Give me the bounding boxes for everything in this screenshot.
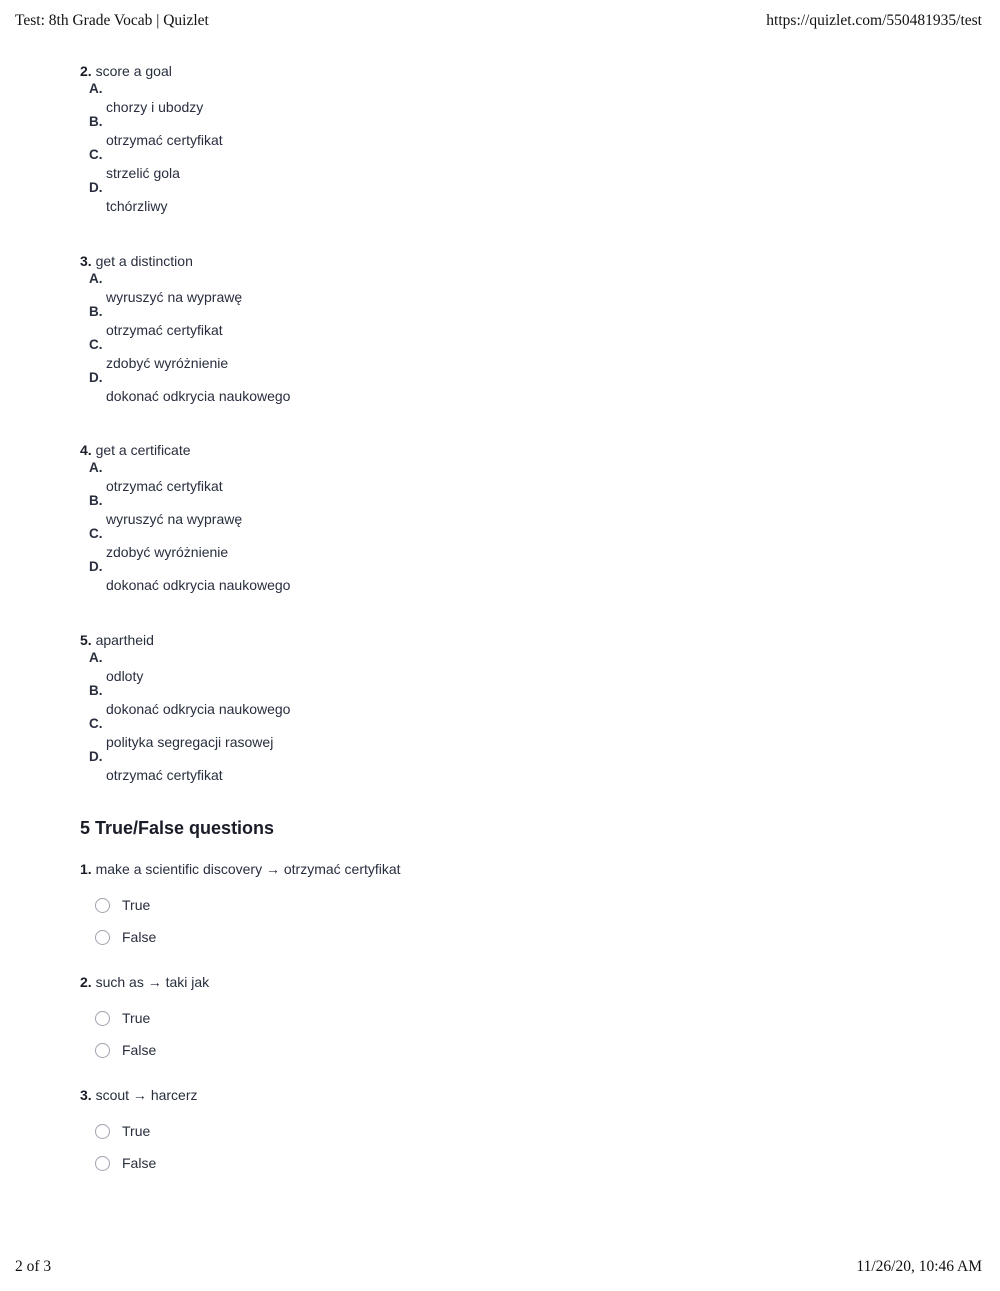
answer-option[interactable]: polityka segregacji rasowej <box>106 733 274 750</box>
answer-option[interactable]: otrzymać certyfikat <box>106 766 223 783</box>
answer-option[interactable]: zdobyć wyróżnienie <box>106 354 229 371</box>
option-letter: C. <box>89 147 103 162</box>
answer-option[interactable]: odloty <box>106 667 144 684</box>
question-text: such as → taki jak <box>95 974 210 990</box>
true-false-section <box>80 816 401 1199</box>
false-radio[interactable] <box>95 1154 401 1172</box>
answer-option[interactable]: dokonać odkrycia naukowego <box>106 387 291 404</box>
answer-option[interactable]: tchórzliwy <box>106 198 168 214</box>
option-letter: A. <box>89 460 103 475</box>
option-letter: C. <box>89 526 103 541</box>
answer-option[interactable]: otrzymać certyfikat <box>106 321 223 338</box>
option-letter: D. <box>89 180 103 195</box>
true-label: True <box>122 1123 151 1139</box>
true-radio[interactable] <box>95 896 401 914</box>
false-radio[interactable] <box>95 1041 401 1059</box>
answer-option[interactable]: dokonać odkrycia naukowego <box>106 700 291 717</box>
true-radio[interactable] <box>95 1009 401 1027</box>
tf-question <box>80 1086 401 1199</box>
option-letter: A. <box>89 81 103 96</box>
tf-question <box>80 973 401 1086</box>
answer-option[interactable]: otrzymać certyfikat <box>106 132 223 148</box>
question-number: 2. <box>80 974 92 990</box>
true-label: True <box>122 897 151 913</box>
question-title <box>80 860 401 878</box>
question <box>80 441 290 631</box>
option-letter: A. <box>89 270 103 286</box>
question-number: 3. <box>80 1087 92 1103</box>
question-term: get a distinction <box>95 252 193 269</box>
option-letter: A. <box>89 649 103 665</box>
section-heading: 5 True/False questions <box>80 818 275 838</box>
question-number: 4. <box>80 442 92 458</box>
answer-option[interactable]: strzelić gola <box>106 165 180 181</box>
question-number: 5. <box>80 631 92 648</box>
page-url: https://quizlet.com/550481935/test <box>766 12 982 29</box>
false-label: False <box>122 1155 157 1171</box>
radio-circle-icon[interactable] <box>95 1124 110 1139</box>
option-letter: B. <box>89 303 103 319</box>
option-letter: B. <box>89 114 103 129</box>
answer-option[interactable]: otrzymać certyfikat <box>106 478 223 494</box>
question-title <box>80 441 290 459</box>
page-title: Test: 8th Grade Vocab | Quizlet <box>15 12 209 29</box>
answer-option[interactable]: wyruszyć na wyprawę <box>106 288 243 305</box>
answer-option[interactable]: chorzy i ubodzy <box>106 99 204 115</box>
option-letter: C. <box>89 336 103 352</box>
question-term: score a goal <box>95 63 172 79</box>
false-label: False <box>122 1042 157 1058</box>
radio-circle-icon[interactable] <box>95 1156 110 1171</box>
option-letter: B. <box>89 682 103 698</box>
question <box>80 62 290 252</box>
tf-question <box>80 860 401 973</box>
option-letter: B. <box>89 493 103 508</box>
multiple-choice-section <box>80 62 290 820</box>
question-number: 2. <box>80 63 92 79</box>
option-letter: D. <box>89 748 103 764</box>
question <box>80 631 290 821</box>
question <box>80 252 290 442</box>
radio-circle-icon[interactable] <box>95 930 110 945</box>
answer-option[interactable]: dokonać odkrycia naukowego <box>106 577 291 593</box>
option-letter: D. <box>89 369 103 385</box>
question-title <box>80 62 290 80</box>
question-title <box>80 1086 401 1104</box>
true-label: True <box>122 1010 151 1026</box>
question-term: get a certificate <box>95 442 191 458</box>
answer-option[interactable]: zdobyć wyróżnienie <box>106 544 229 560</box>
option-letter: D. <box>89 559 103 574</box>
page-number: 2 of 3 <box>15 1258 52 1275</box>
radio-circle-icon[interactable] <box>95 1011 110 1026</box>
radio-circle-icon[interactable] <box>95 1043 110 1058</box>
question-title <box>80 973 401 991</box>
question-title <box>80 252 290 270</box>
false-radio[interactable] <box>95 928 401 946</box>
radio-circle-icon[interactable] <box>95 898 110 913</box>
question-term: apartheid <box>95 631 154 648</box>
print-datetime: 11/26/20, 10:46 AM <box>856 1258 982 1275</box>
question-text: make a scientific discovery → otrzymać certyfikat <box>95 861 401 877</box>
true-radio[interactable] <box>95 1122 401 1140</box>
question-text: scout → harcerz <box>95 1087 198 1103</box>
answer-option[interactable]: wyruszyć na wyprawę <box>106 511 243 527</box>
question-title <box>80 631 290 649</box>
question-number: 3. <box>80 252 92 269</box>
false-label: False <box>122 929 157 945</box>
question-number: 1. <box>80 861 92 877</box>
option-letter: C. <box>89 715 103 731</box>
